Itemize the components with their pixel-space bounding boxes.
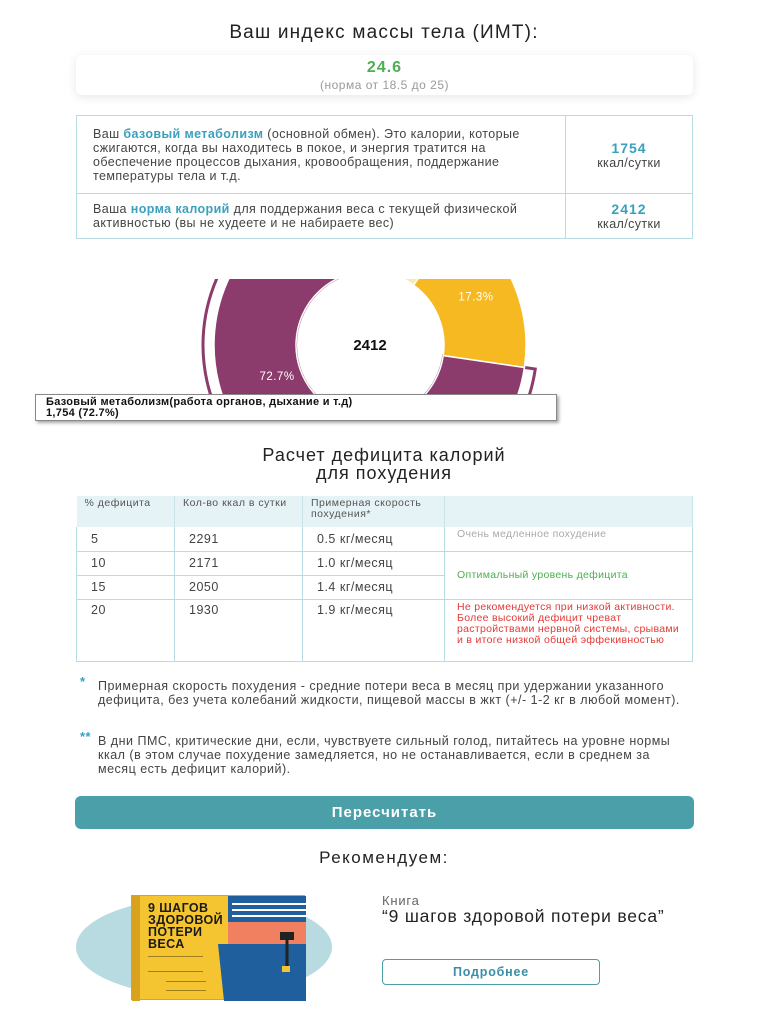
- row-percent: 15: [77, 575, 175, 599]
- deficit-title-line-2: для похудения: [316, 463, 452, 483]
- deficit-title: [0, 446, 768, 482]
- footnote-double-star-icon: **: [80, 729, 92, 744]
- recommend-category: Книга: [382, 893, 420, 908]
- tooltip-line-2: 1,754 (72.7%): [46, 407, 119, 419]
- table-row: [77, 527, 693, 551]
- basal-highlight: базовый метаболизм: [123, 126, 264, 141]
- donut-center-total: 2412: [353, 337, 387, 354]
- footnote-speed: [80, 674, 690, 707]
- footnote-pms: [80, 729, 690, 776]
- row-kcal: 2171: [175, 551, 303, 575]
- row-percent: 10: [77, 551, 175, 575]
- book-cover-title: 9 ШАГОВ ЗДОРОВОЙ ПОТЕРИ ВЕСА: [148, 901, 223, 951]
- bmi-title: Ваш индекс массы тела (ИМТ):: [229, 22, 539, 43]
- row-percent: 20: [77, 599, 175, 661]
- recommend-title: Рекомендуем:: [319, 848, 449, 867]
- row-speed: 1.4 кг/месяц: [303, 575, 445, 599]
- bmi-card: [76, 55, 693, 95]
- note-optimal: Оптимальный уровень дефицита: [445, 551, 693, 599]
- basal-description: Ваш базовый метаболизм (основной обмен). Это калории, которые сжигаются, когда вы находитесь в покое, и энергия тратится на обеспечение процессов дыхания, кровообращения, поддержание температуры тела и т.д.: [77, 116, 566, 194]
- table-row: [77, 599, 693, 661]
- basal-value-cell: [566, 116, 693, 194]
- note-warning: Не рекомендуется при низкой активности. Более высокий дефицит чреват растройствами нервной системы, срывами и в итоге низкой общей эффекивностью: [445, 599, 693, 661]
- row-kcal: 2050: [175, 575, 303, 599]
- bmi-norm: (норма от 18.5 до 25): [319, 78, 449, 92]
- deficit-header-row: [77, 496, 693, 527]
- row-speed: 1.9 кг/месяц: [303, 599, 445, 661]
- footnote-pms-text: В дни ПМС, критические дни, если, чувствуете сильный голод, питайтесь на уровне нормы ккал (в этом случае похудение замедляется, но не останавливается, если в среднем за месяц есть дефицит калорий).: [98, 734, 671, 776]
- norm-value: 2412: [611, 201, 647, 217]
- header-kcal: Кол-во ккал в сутки: [175, 496, 303, 527]
- metabolism-row-basal: [77, 116, 693, 194]
- row-speed: 1.0 кг/месяц: [303, 551, 445, 575]
- chart-tooltip: [35, 394, 557, 421]
- deficit-table: [76, 496, 693, 662]
- book-cover-subtitle: [148, 956, 203, 972]
- recalculate-button[interactable]: Пересчитать: [75, 796, 694, 829]
- norm-value-cell: [566, 194, 693, 239]
- recommend-book-title: “9 шагов здоровой потери веса”: [382, 906, 665, 926]
- basal-unit: ккал/сутки: [597, 155, 661, 170]
- footnote-speed-text: Примерная скорость похудения - средние потери веса в месяц при удержании указанного дефицита, без учета колебаний жидкости, пищевой массы в жкт (+/- 1-2 кг в любой момент).: [98, 679, 680, 707]
- more-details-button[interactable]: Подробнее: [382, 959, 600, 985]
- table-row: [77, 551, 693, 575]
- book-cover-image[interactable]: [131, 895, 305, 1000]
- calorie-donut-chart[interactable]: [196, 226, 566, 409]
- bmi-value: 24.6: [366, 59, 403, 76]
- header-note: [445, 496, 693, 527]
- donut-label-0: 10%: [393, 226, 418, 239]
- tooltip-line-1: Базовый метаболизм(работа органов, дыхание и т.д): [46, 396, 353, 408]
- row-kcal: 2291: [175, 527, 303, 551]
- norm-highlight: норма калорий: [130, 202, 230, 216]
- row-speed: 0.5 кг/месяц: [303, 527, 445, 551]
- basal-value: 1754: [611, 139, 647, 156]
- header-percent: % дефицита: [77, 496, 175, 527]
- metabolism-table: [76, 115, 693, 239]
- donut-label-1: 17.3%: [458, 291, 494, 304]
- norm-unit: ккал/сутки: [597, 217, 661, 231]
- book-cover-author: [166, 981, 206, 991]
- note-slow: Очень медленное похудение: [445, 527, 693, 551]
- row-percent: 5: [77, 527, 175, 551]
- row-kcal: 1930: [175, 599, 303, 661]
- norm-description: Ваша норма калорий для поддержания веса с текущей физической активностью (вы не худеете и не набираете вес): [77, 194, 566, 239]
- donut-label-2: 72.7%: [259, 371, 295, 383]
- header-speed: Примерная скорость похудения*: [303, 496, 445, 527]
- footnote-star-icon: *: [80, 674, 86, 689]
- deficit-title-line-1: Расчет дефицита калорий: [262, 445, 506, 465]
- metabolism-row-norm: [77, 194, 693, 239]
